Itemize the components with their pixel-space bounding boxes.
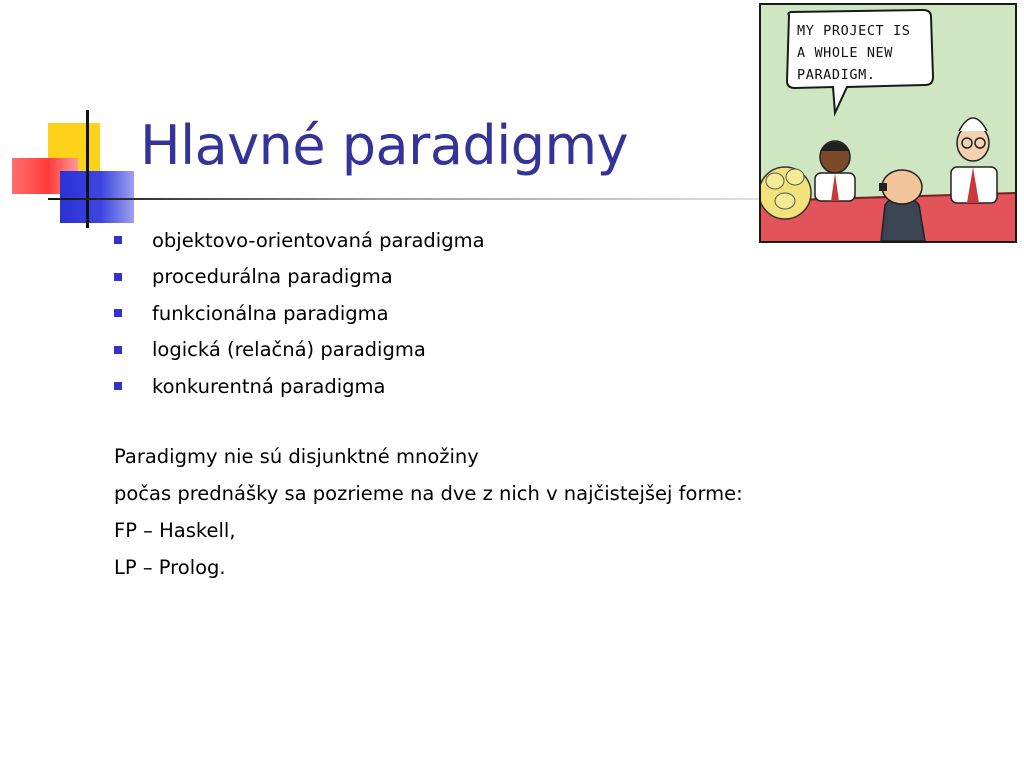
- square-bullet-icon: [114, 346, 122, 354]
- slide-title: Hlavné paradigmy: [140, 114, 629, 177]
- bullet-item: [114, 222, 485, 259]
- comic-drawing: [761, 5, 1015, 241]
- speech-line: A WHOLE NEW: [797, 45, 894, 61]
- title-underline: [48, 198, 786, 200]
- bullet-item: [114, 295, 485, 332]
- paragraph: Paradigmy nie sú disjunktné množiny: [114, 445, 479, 468]
- paragraph: FP – Haskell,: [114, 519, 236, 542]
- square-bullet-icon: [114, 273, 122, 281]
- bullet-item: [114, 332, 485, 369]
- character-left: [761, 167, 811, 219]
- paragraph: LP – Prolog.: [114, 556, 226, 579]
- decor-blue-square: [60, 171, 134, 223]
- body-text: [114, 438, 743, 586]
- bullet-list: [114, 222, 485, 405]
- bullet-item: [114, 368, 485, 405]
- bullet-item: [114, 259, 485, 296]
- paragraph: počas prednášky sa pozrieme na dve z nich v najčistejšej forme:: [114, 482, 743, 505]
- decor-vertical-line: [86, 110, 89, 228]
- bullet-text: funkcionálna paradigma: [152, 301, 389, 325]
- bullet-text: objektovo-orientovaná paradigma: [152, 228, 485, 252]
- speech-line: MY PROJECT IS: [797, 23, 911, 39]
- bullet-text: logická (relačná) paradigma: [152, 338, 426, 362]
- speech-line: PARADIGM.: [797, 67, 876, 83]
- character-bald: [879, 170, 925, 241]
- square-bullet-icon: [114, 236, 122, 244]
- bullet-text: procedurálna paradigma: [152, 265, 393, 289]
- square-bullet-icon: [114, 382, 122, 390]
- comic-illustration: [759, 3, 1017, 243]
- square-bullet-icon: [114, 309, 122, 317]
- bullet-text: konkurentná paradigma: [152, 374, 386, 398]
